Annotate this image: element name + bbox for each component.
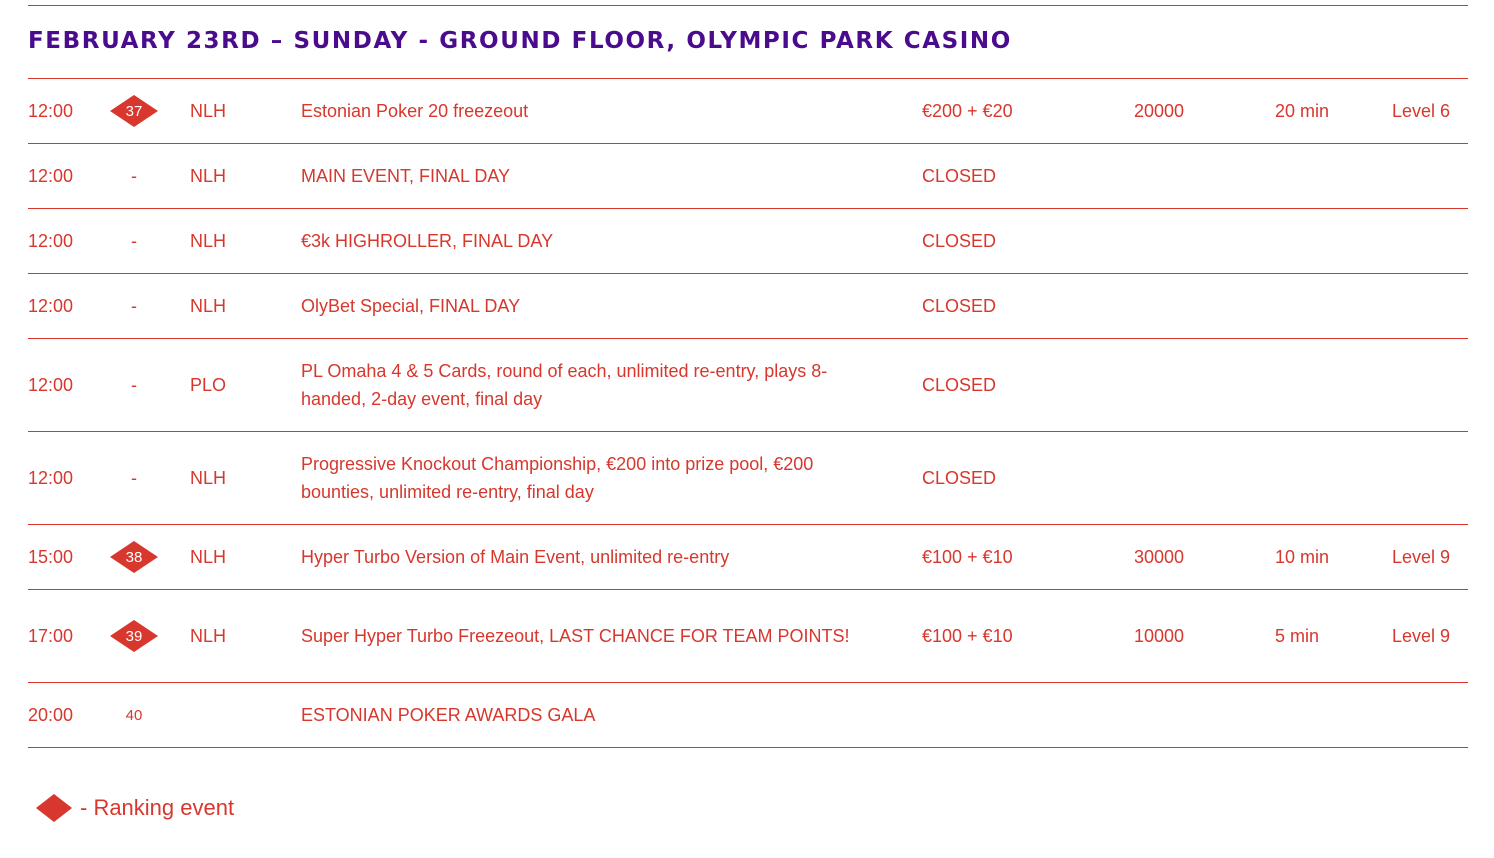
day-heading: FEBRUARY 23RD – SUNDAY - GROUND FLOOR, OLYMPIC PARK CASINO [28,28,1012,54]
levels-cell: 20 min [1275,100,1330,121]
event-name-cell: Estonian Poker 20 freezeout [301,101,529,121]
stack-cell: 10000 [1134,625,1185,646]
event-number: - [131,165,137,186]
late-reg-cell: Level 9 [1392,625,1451,646]
event-name-cell: Progressive Knockout Championship, €200 into prize pool, €200 bounties, unlimited re-entry, final day [301,454,814,502]
event-name-cell: Super Hyper Turbo Freezeout, LAST CHANCE FOR TEAM POINTS! [301,626,850,646]
time-cell: 12:00 [28,374,74,395]
table-row [28,339,1468,432]
event-name-cell: Hyper Turbo Version of Main Event, unlimited re-entry [301,547,730,567]
game-cell: NLH [190,295,227,316]
legend-label: - Ranking event [80,795,235,820]
game-cell: NLH [190,230,227,251]
table-row [28,590,1468,683]
table-row [28,79,1468,144]
game-cell: NLH [190,165,227,186]
event-number-cell [110,683,158,747]
levels-cell: 10 min [1275,546,1330,567]
game-cell: NLH [190,100,227,121]
top-divider [28,5,1468,6]
buyin-cell: CLOSED [922,467,997,488]
buyin-cell: €100 + €10 [922,625,1013,646]
buyin-cell: CLOSED [922,374,997,395]
game-cell: NLH [190,546,227,567]
event-number-cell [110,144,158,208]
event-number-cell [110,274,158,338]
event-name-cell: OlyBet Special, FINAL DAY [301,296,521,316]
time-cell: 12:00 [28,165,74,186]
time-cell: 12:00 [28,100,74,121]
game-cell: PLO [190,374,227,395]
buyin-cell: CLOSED [922,230,997,251]
event-number-cell [110,590,158,682]
game-cell: NLH [190,467,227,488]
event-number: - [131,295,137,316]
event-number-cell [110,525,158,589]
time-cell: 12:00 [28,230,74,251]
levels-cell: 5 min [1275,625,1320,646]
late-reg-cell: Level 9 [1392,546,1451,567]
game-cell: NLH [190,625,227,646]
time-cell: 12:00 [28,467,74,488]
ranking-diamond-icon [110,95,158,127]
table-row [28,209,1468,274]
buyin-cell: CLOSED [922,295,997,316]
legend [36,794,234,822]
event-number-cell [110,432,158,524]
event-number-cell [110,209,158,273]
late-reg-cell: Level 6 [1392,100,1451,121]
event-number: 37 [125,102,143,120]
event-number: - [131,467,137,488]
table-row [28,144,1468,209]
event-number: - [131,374,137,395]
schedule-table [28,79,1468,748]
time-cell: 17:00 [28,625,74,646]
event-number-cell [110,79,158,143]
time-cell: 20:00 [28,704,74,725]
event-number: - [131,230,137,251]
event-name-cell: €3k HIGHROLLER, FINAL DAY [301,231,554,251]
event-name-cell: MAIN EVENT, FINAL DAY [301,166,511,186]
stack-cell: 30000 [1134,546,1185,567]
table-row [28,432,1468,525]
buyin-cell: CLOSED [922,165,997,186]
event-number-cell [110,339,158,431]
event-number: 38 [125,548,143,566]
event-number: 39 [125,627,143,645]
table-row [28,274,1468,339]
time-cell: 12:00 [28,295,74,316]
time-cell: 15:00 [28,546,74,567]
table-row [28,525,1468,590]
diamond-icon [36,794,72,822]
table-row [28,683,1468,748]
ranking-diamond-icon [110,541,158,573]
stack-cell: 20000 [1134,100,1185,121]
event-name-cell: PL Omaha 4 & 5 Cards, round of each, unlimited re-entry, plays 8-handed, 2-day event, final day [301,361,828,409]
event-name-cell: ESTONIAN POKER AWARDS GALA [301,705,596,725]
buyin-cell: €100 + €10 [922,546,1013,567]
event-number: 40 [125,706,143,724]
ranking-diamond-icon [110,620,158,652]
buyin-cell: €200 + €20 [922,100,1013,121]
